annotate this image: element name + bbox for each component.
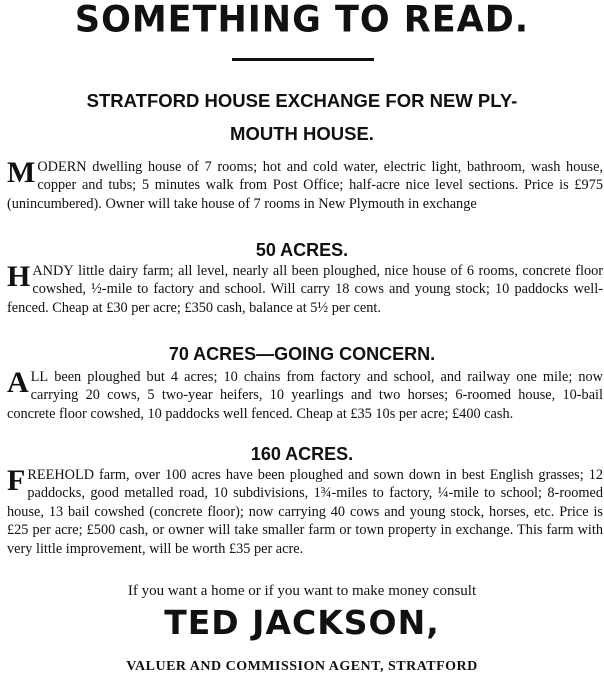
- lead-word: LL: [30, 369, 49, 385]
- agent-name: TED JACKSON,: [164, 603, 440, 642]
- listing-160-acres-paragraph: [7, 466, 603, 558]
- section-heading-160-acres: 160 ACRES.: [250, 444, 354, 464]
- section-heading-70-acres: 70 ACRES—GOING CONCERN.: [168, 344, 436, 364]
- headline-rule: [232, 58, 374, 61]
- listing-body: farm, over 100 acres have been ploughed and sown down in best English grasses; 12 paddocks, good metalled road, 10 subdivisions, 1¾-miles to factory, ¼-mile to school; 8-roomed house, 13 bail cowshed (concrete floor); now carrying 40 cows and young stock, horses, etc. Price is £25 per acre; £500 cash, or owner will take smaller farm or town property in exchange. This farm with very little improvement, will be worth £35 per acre.: [7, 467, 603, 557]
- exchange-heading-line-2: MOUTH HOUSE.: [230, 123, 374, 144]
- listing-body: been ploughed but 4 acres; 10 chains from factory and school, and railway one mile; now carrying 20 cows, 5 two-year heifers, 10 yearlings and two horses; 6-roomed house, 10-bail concrete floor cowshed, 10 paddocks well fenced. Cheap at £35 10s per acre; £400 cash.: [7, 369, 603, 422]
- lead-word: ODERN: [37, 159, 87, 175]
- listing-50-acres-paragraph: [7, 262, 603, 317]
- listing-house-paragraph: [7, 158, 603, 213]
- exchange-heading-line-1: STRATFORD HOUSE EXCHANGE FOR NEW PLY-: [86, 90, 518, 111]
- agent-title: VALUER AND COMMISSION AGENT, STRATFORD: [126, 659, 478, 674]
- headline: SOMETHING TO READ.: [74, 0, 530, 41]
- lead-word: REEHOLD: [27, 467, 95, 483]
- section-heading-50-acres: 50 ACRES.: [255, 240, 349, 260]
- listing-70-acres-paragraph: [7, 368, 603, 423]
- tagline: If you want a home or if you want to make money consult: [127, 583, 477, 599]
- listing-body: little dairy farm; all level, nearly all been ploughed, nice house of 6 rooms, concrete floor cowshed, ½-mile to factory and school. Will carry 18 cows and young stock; 10 paddocks well-fenced. Cheap at £30 per acre; £350 cash, balance at 5½ per cent.: [7, 263, 603, 316]
- drop-cap: F: [7, 464, 26, 497]
- listing-body: dwelling house of 7 rooms; hot and cold water, electric light, bathroom, wash house, copper and tubs; 5 minutes walk from Post Office; half-acre nice level sections. Price is £975 (unincumbered). Owner will take house of 7 rooms in New Plymouth in exchange: [7, 159, 603, 212]
- drop-cap: H: [7, 260, 31, 293]
- lead-word: ANDY: [32, 263, 74, 279]
- drop-cap: A: [7, 366, 29, 399]
- drop-cap: M: [7, 156, 36, 189]
